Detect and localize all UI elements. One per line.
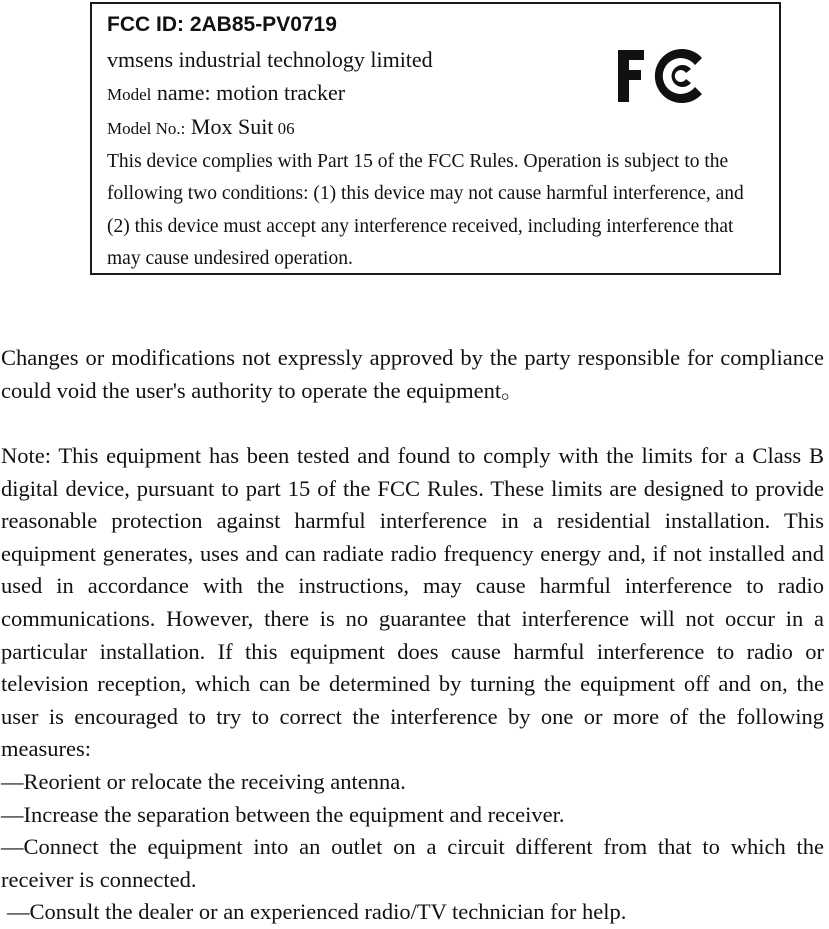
- model-number-value: Mox Suit: [185, 114, 274, 139]
- model-name: [107, 80, 345, 106]
- measure-item: —Consult the dealer or an experienced radio/TV technician for help.: [7, 899, 627, 925]
- changes-warning: Changes or modifications not expressly approved by the party responsible for compliance could void the user's authority to operate the equipment。: [1, 345, 824, 403]
- fcc-id: FCC ID: 2AB85-PV0719: [107, 13, 337, 36]
- model-number-prefix: Model No.:: [107, 119, 186, 138]
- company-name: vmsens industrial technology limited: [107, 47, 433, 72]
- compliance-statement: This device complies with Part 15 of the FCC Rules. Operation is subject to the following two conditions: (1) this device may not cause harmful interference, and (2) this device must accept any interference received, including interference that may cause undesired operation.: [107, 151, 744, 269]
- model-number-suffix: 06: [273, 119, 295, 138]
- model-number: [107, 114, 295, 140]
- note-paragraph: Note: This equipment has been tested and found to comply with the limits for a Class B digital device, pursuant to part 15 of the FCC Rules. These limits are designed to provide reasonable protection against harmful interference in a residential installation. This equipment generates, uses and can radiate radio frequency energy and, if not installed and used in accordance with the instructions, may cause harmful interference to radio communications. However, there is no guarantee that interference will not occur in a particular installation. If this equipment does cause harmful interference to radio or television reception, which can be determined by turning the equipment off and on, the user is encouraged to try to correct the interference by one or more of the following measures:: [1, 443, 824, 762]
- model-name-prefix: Model: [107, 85, 152, 104]
- measure-item: —Connect the equipment into an outlet on a circuit different from that to which the receiver is connected.: [1, 834, 824, 892]
- fcc-logo-icon: [614, 44, 704, 108]
- measure-item: —Reorient or relocate the receiving antenna.: [1, 769, 406, 794]
- model-name-value: name: motion tracker: [151, 80, 346, 105]
- measure-item: —Increase the separation between the equipment and receiver.: [1, 801, 565, 827]
- measures-list: [1, 766, 824, 929]
- fcc-label-box: [90, 2, 781, 275]
